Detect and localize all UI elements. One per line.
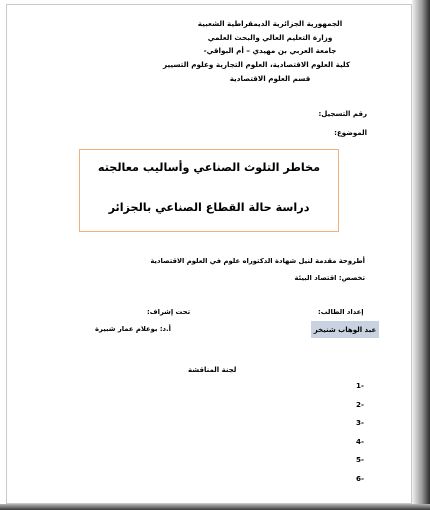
ministry-line: وزارة التعليم العالي والبحث العلمي bbox=[207, 32, 333, 42]
committee-item-2: 2- bbox=[356, 400, 364, 409]
thesis-title-line-2: دراسة حالة القطاع الصناعي بالجزائر bbox=[108, 201, 310, 214]
committee-item-5: 5- bbox=[356, 455, 364, 464]
department-line: قسم العلوم الاقتصادية bbox=[229, 73, 311, 83]
committee-item-1: 1- bbox=[356, 381, 364, 390]
supervisor-label: تحت إشراف: bbox=[147, 308, 191, 316]
prepared-by-label: إعداد الطالب: bbox=[318, 308, 364, 316]
committee-title: لجنة المناقشة bbox=[188, 366, 237, 374]
thesis-specialty: تخصص: اقتصاد البيئة bbox=[294, 274, 365, 282]
student-name: عبد الوهاب شنيخر bbox=[311, 321, 379, 338]
university-line: جامعة العربي بن مهيدي – أم البواقي- bbox=[203, 46, 337, 56]
institution-header bbox=[163, 17, 350, 86]
committee-item-6: 6- bbox=[356, 474, 364, 483]
republic-line: الجمهورية الجزائرية الديمقراطية الشعبية bbox=[197, 19, 343, 28]
faculty-line: كلية العلوم الاقتصادية، العلوم التجارية وعلوم التسيير bbox=[163, 60, 350, 70]
page-bottom-shadow bbox=[0, 504, 430, 510]
supervisor-name: أ.د: بوعلام عمار شبيرة bbox=[95, 325, 171, 333]
committee-item-4: 4- bbox=[356, 437, 364, 446]
thesis-title-line-1: مخاطر التلوث الصناعي وأساليب معالجته bbox=[97, 161, 321, 174]
page-edge-shadow bbox=[412, 0, 430, 510]
thesis-description: أطروحة مقدمة لنيل شهادة الدكتوراه علوم في العلوم الاقتصادية bbox=[150, 257, 365, 265]
subject-label: الموضوع: bbox=[334, 129, 367, 137]
committee-item-3: 3- bbox=[356, 418, 364, 427]
registration-label: رقم التسجيل: bbox=[318, 110, 367, 118]
title-box bbox=[79, 149, 339, 232]
